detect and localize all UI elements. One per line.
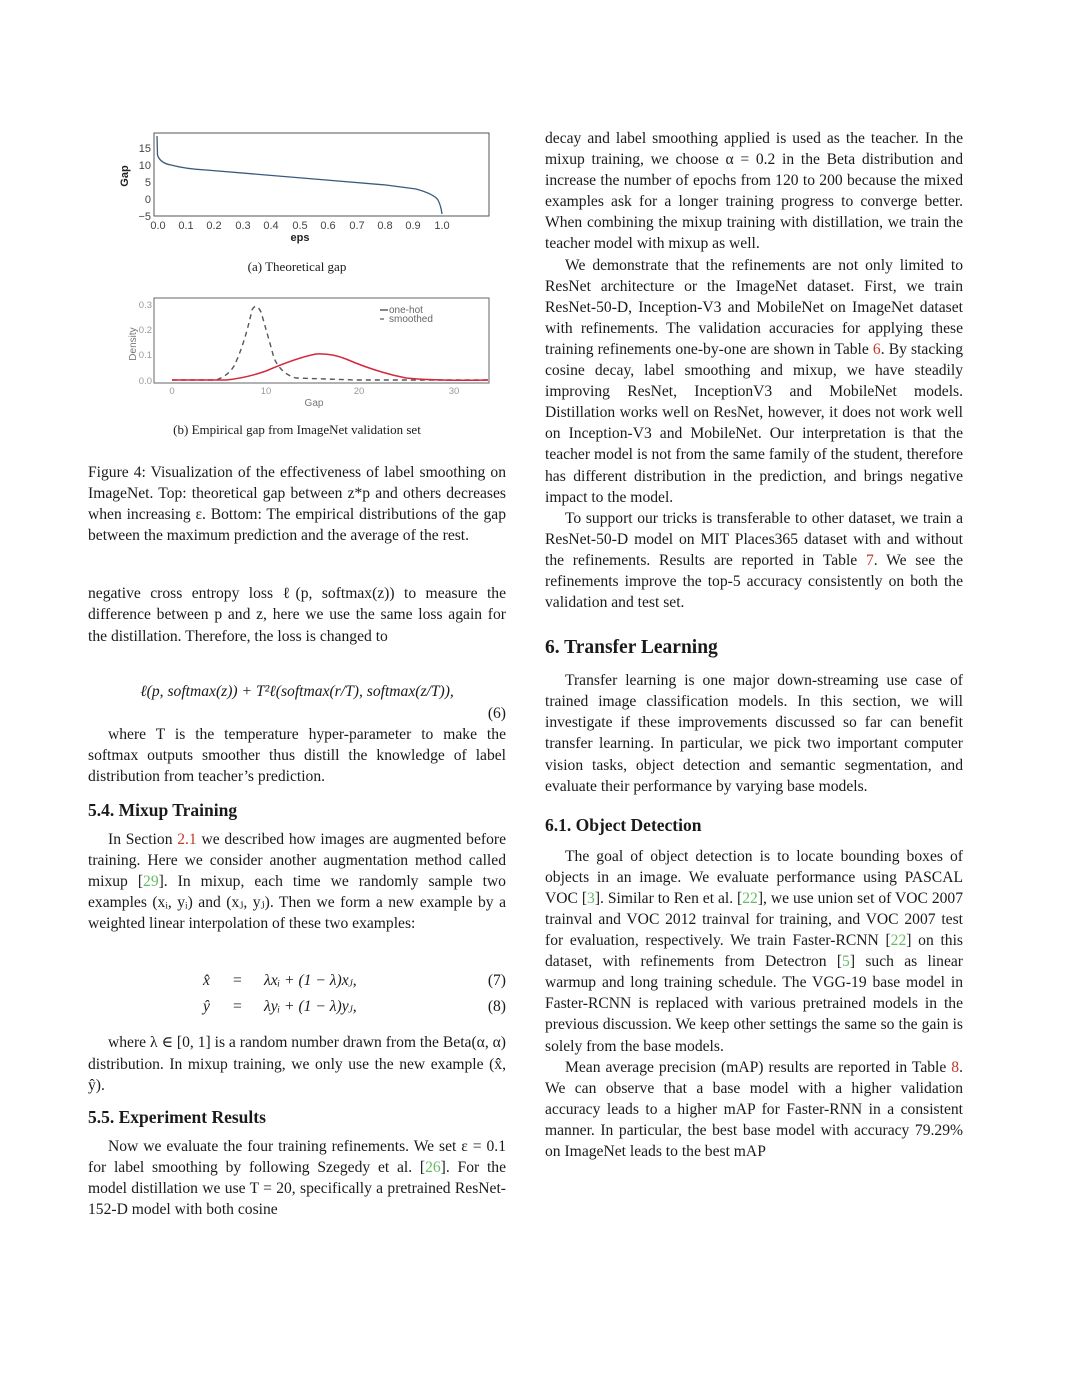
text-run: ]. In mixup, each time we randomly sample two examples (xᵢ, yᵢ) and (xⱼ, yⱼ). Then we form a new example by a weighted linear interpolation of these two examples: — [88, 873, 506, 933]
eq7-lhs: x̂ — [203, 972, 210, 990]
empirical-gap-plot — [116, 296, 506, 411]
figure-4-caption: Figure 4: Visualization of the effectiveness of label smoothing on ImageNet. Top: theoretical gap between z*p and others decreases when increasing ε. Bottom: The empirical distributions of the gap between the maximum prediction and the average of the rest. — [88, 464, 506, 545]
y-axis-label: Gap — [119, 165, 131, 187]
text-run: ] such as linear warmup and long training schedule. The VGG-19 base model in Faster-RCNN is replaced with various pretrained models in the previous discussion. We keep other settings the same so the gain is solely from the base models. — [545, 953, 963, 1055]
xtick: 0.2 — [206, 220, 222, 232]
paragraph-demonstrate — [545, 255, 963, 508]
citation-link[interactable]: 22 — [742, 889, 758, 907]
text-run: . By stacking cosine decay, label smoothing and mixup, we have steadily improving ResNet, InceptionV3 and MobileNet models. Distillation works well on ResNet, however, it does not work well on Inception-V3 and MobileNet. Our interpretation is that the teacher model is not from the same family of the student, therefore has different distribution in the prediction, and brings negative impact to the model. — [545, 340, 963, 506]
citation-link[interactable]: 29 — [143, 873, 159, 891]
xtick: 0.6 — [320, 220, 336, 232]
ytick: 0.2 — [138, 325, 152, 336]
section-6-1-heading: 6.1. Object Detection — [545, 814, 702, 835]
paragraph-map-results — [545, 1057, 963, 1162]
table-ref-link[interactable]: 7 — [865, 551, 874, 569]
citation-link[interactable]: 26 — [425, 1158, 441, 1176]
ytick: 0.0 — [138, 376, 152, 387]
xtick: 20 — [353, 386, 365, 397]
text-run: Mean average precision (mAP) results are reported in Table — [565, 1058, 952, 1076]
figure-4b-empirical-gap — [116, 296, 506, 446]
text-run: . We see the refinements improve the top-5 accuracy consistently on both the validation and test set. — [545, 551, 963, 612]
xtick: 0.8 — [377, 220, 393, 232]
table-ref-link[interactable]: 8 — [951, 1058, 960, 1076]
table-ref-link[interactable]: 6 — [872, 340, 881, 358]
citation-link[interactable]: 22 — [890, 932, 907, 950]
eq7-rhs: λxᵢ + (1 − λ)xⱼ, — [264, 972, 357, 990]
eq8-number: (8) — [487, 998, 506, 1016]
text-run: In Section — [108, 830, 178, 848]
text-run: To support our tricks is transferable to other dataset, we train a ResNet-50-D model on MIT Places365 dataset with and without the refinements. Results are reported in Table — [545, 509, 963, 569]
figure-4 — [88, 128, 506, 546]
section-ref-link[interactable]: 2.1 — [177, 830, 197, 848]
text-run: Now we evaluate the four training refinements. We set ε = 0.1 for label smoothing by following Szegedy et al. [ — [88, 1137, 506, 1176]
section-6-heading: 6. Transfer Learning — [545, 637, 718, 659]
citation-link[interactable]: 5 — [842, 953, 850, 971]
ytick: 0 — [144, 194, 151, 206]
text-run: we described how images are augmented before training. Here we consider another augmentation method called mixup [ — [88, 830, 507, 891]
right-column — [545, 128, 963, 1162]
section-5-5-heading: 5.5. Experiment Results — [88, 1106, 266, 1127]
paragraph-distillation: negative cross entropy loss ℓ(p, softmax(z)) to measure the difference between p and z, here we use the same loss again for the distillation. Therefore, the loss is changed to — [88, 585, 506, 645]
eq8-sign: = — [233, 998, 242, 1016]
ytick: 10 — [138, 160, 151, 172]
ytick: 0.3 — [138, 300, 152, 311]
text-run: ]. For the model distillation we use T = 20, specifically a pretrained ResNet-152-D model with both cosine — [88, 1158, 506, 1218]
subcaption-a: (a) Theoretical gap — [247, 259, 347, 274]
equation-6-body: ℓ(p, softmax(z)) + T²ℓ(softmax(r/T), softmax(z/T)), — [140, 682, 454, 700]
paragraph-object-detection — [545, 846, 963, 1057]
equations-7-8 — [88, 970, 506, 1022]
legend-smoothed: smoothed — [389, 314, 433, 325]
xtick: 1.0 — [434, 220, 450, 232]
subcaption-b: (b) Empirical gap from ImageNet validation set — [173, 422, 421, 437]
xtick: 10 — [260, 386, 272, 397]
eq7-sign: = — [233, 972, 242, 990]
xtick: 30 — [448, 386, 460, 397]
paragraph-lambda: where λ ∈ [0, 1] is a random number drawn from the Beta(α, α) distribution. In mixup training, we only use the new example (x̂, ŷ). — [88, 1034, 506, 1094]
section-5-4-heading: 5.4. Mixup Training — [88, 799, 238, 820]
ytick: −5 — [138, 211, 151, 223]
eq8-lhs: ŷ — [203, 998, 210, 1016]
text-run: ] on this dataset, with refinements from Detectron [ — [545, 932, 963, 971]
text-run: ]. Similar to Ren et al. [ — [594, 889, 743, 907]
citation-link[interactable]: 3 — [587, 889, 595, 907]
theoretical-gap-plot — [116, 128, 506, 248]
paragraph-mixup — [88, 829, 506, 934]
x-axis-label: Gap — [304, 398, 324, 409]
paragraph-transfer: Transfer learning is one major down-streaming use case of trained image classification models. In this section, we will investigate if these improvements discussed so far can benefit transfer learning. In particular, we pick two important computer vision tasks, object detection and semantic segmentation, and evaluate their performance by varying base models. — [545, 672, 963, 795]
eq8-rhs: λyᵢ + (1 − λ)yⱼ, — [264, 998, 357, 1016]
equation-6 — [88, 681, 506, 703]
eq7-number: (7) — [487, 972, 506, 990]
xtick: 0.9 — [405, 220, 421, 232]
xtick: 0.4 — [263, 220, 279, 232]
paragraph-places365 — [545, 508, 963, 613]
text-run: The goal of object detection is to locate bounding boxes of objects in an image. We evaluate performance using PASCAL VOC [ — [545, 847, 963, 907]
left-column — [88, 128, 506, 1220]
xtick: 0 — [169, 386, 175, 397]
y-axis-label: Density — [128, 327, 139, 361]
paragraph-temperature: where T is the temperature hyper-parameter to make the softmax outputs smoother thus distill the knowledge of label distribution from teacher’s prediction. — [88, 725, 506, 785]
legend-onehot: one-hot — [389, 305, 423, 316]
xtick: 0.5 — [292, 220, 308, 232]
xtick: 0.0 — [150, 220, 166, 232]
figure-4a-theoretical-gap — [116, 128, 506, 274]
text-run: . We can observe that a base model with a higher validation accuracy leads to a higher mAP for Faster-RNN in a consistent manner. In particular, the best base model with accuracy 79.29% on ImageNet leads to the best mAP — [545, 1058, 963, 1161]
equation-6-number: (6) — [487, 704, 506, 722]
ytick: 5 — [144, 177, 151, 189]
ytick: 15 — [138, 143, 151, 155]
paragraph-teacher: decay and label smoothing applied is used as the teacher. In the mixup training, we choose α = 0.2 in the Beta distribution and increase the number of epochs from 120 to 200 because the mixed examples ask for a longer training progress to converge better. When combining the mixup training with distillation, we train the teacher model with mixup as well. — [545, 130, 963, 253]
paragraph-results — [88, 1136, 506, 1220]
x-axis-label: eps — [290, 232, 310, 244]
ytick: 0.1 — [138, 350, 152, 361]
text-run: We demonstrate that the refinements are not only limited to ResNet architecture or the ImageNet dataset. First, we train ResNet-50-D, Inception-V3 and MobileNet on ImageNet dataset with refinements. The validation accuracies for applying these training refinements one-by-one are shown in Table — [545, 256, 963, 358]
xtick: 0.3 — [235, 220, 251, 232]
text-run: ], we use union set of VOC 2007 trainval and VOC 2012 trainval for training, and VOC 2007 test for evaluation, respectively. We train Faster-RCNN [ — [545, 889, 964, 950]
xtick: 0.1 — [178, 220, 194, 232]
xtick: 0.7 — [349, 220, 365, 232]
